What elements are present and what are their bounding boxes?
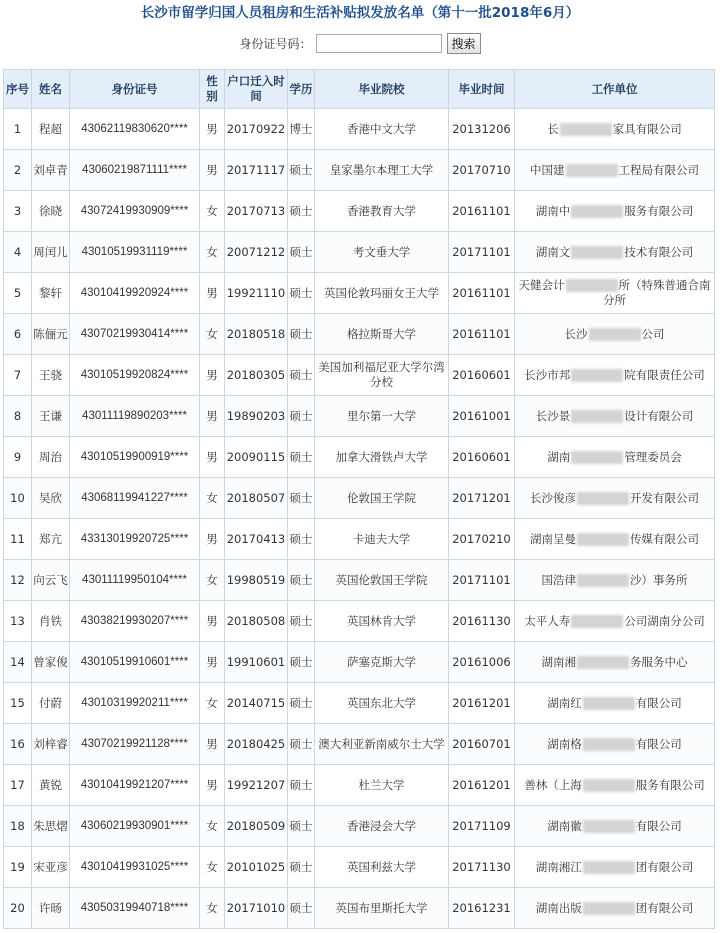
- cell-id: 43010519931119****: [70, 232, 200, 273]
- id-number-input[interactable]: [316, 34, 442, 53]
- cell-no: 17: [4, 765, 32, 806]
- unit-visible-start: 长: [547, 121, 559, 136]
- cell-gender: 男: [200, 765, 225, 806]
- cell-gender: 男: [200, 519, 225, 560]
- cell-no: 7: [4, 355, 32, 396]
- table-row: [4, 232, 715, 273]
- cell-school: 英国伦敦玛丽女王大学: [315, 273, 449, 314]
- cell-name: 朱思熠: [32, 806, 70, 847]
- cell-gender: 男: [200, 150, 225, 191]
- cell-no: 5: [4, 273, 32, 314]
- cell-school: 卡迪夫大学: [315, 519, 449, 560]
- cell-grad: 20161101: [449, 314, 515, 355]
- unit-visible-end: 有限公司: [635, 695, 682, 710]
- unit-visible-end: 传媒有限公司: [630, 531, 699, 546]
- cell-date: 19921207: [225, 765, 288, 806]
- cell-school: 考文垂大学: [315, 232, 449, 273]
- cell-degree: 硕士: [288, 355, 315, 396]
- unit-visible-start: 湖南: [547, 449, 571, 464]
- cell-no: 19: [4, 847, 32, 888]
- cell-id: 43070219921128****: [70, 724, 200, 765]
- cell-degree: 硕士: [288, 273, 315, 314]
- cell-unit: [515, 765, 715, 806]
- results-table: [3, 69, 715, 929]
- table-row: [4, 642, 715, 683]
- col-header-no: 序号: [4, 70, 32, 109]
- cell-date: 20180507: [225, 478, 288, 519]
- cell-school: 萨塞克斯大学: [315, 642, 449, 683]
- cell-degree: 硕士: [288, 437, 315, 478]
- unit-visible-end: 设计有限公司: [624, 408, 694, 423]
- cell-gender: 男: [200, 642, 225, 683]
- cell-gender: 女: [200, 847, 225, 888]
- table-row: [4, 724, 715, 765]
- cell-id: 43038219930207****: [70, 601, 200, 642]
- cell-degree: 硕士: [288, 232, 315, 273]
- cell-date: 20140715: [225, 683, 288, 724]
- cell-name: 曾家俊: [32, 642, 70, 683]
- cell-school: 格拉斯哥大学: [315, 314, 449, 355]
- unit-visible-start: 太平人寿: [524, 613, 571, 628]
- unit-visible-start: 湖南徽: [547, 818, 582, 833]
- redaction-blur: [571, 369, 623, 382]
- redaction-blur: [577, 656, 629, 669]
- unit-visible-end: 工程局有限公司: [618, 162, 699, 177]
- cell-date: 20180425: [225, 724, 288, 765]
- cell-no: 14: [4, 642, 32, 683]
- unit-visible-start: 湖南呈曼: [530, 531, 576, 546]
- cell-name: 肖铁: [32, 601, 70, 642]
- cell-degree: 硕士: [288, 724, 315, 765]
- table-row: [4, 150, 715, 191]
- redaction-blur: [583, 697, 635, 710]
- cell-id: 43068119941227****: [70, 478, 200, 519]
- cell-date: 19921110: [225, 273, 288, 314]
- unit-visible-start: 长沙景: [535, 408, 571, 423]
- cell-date: 20180518: [225, 314, 288, 355]
- cell-gender: 女: [200, 314, 225, 355]
- cell-degree: 硕士: [288, 191, 315, 232]
- cell-gender: 女: [200, 478, 225, 519]
- table-row: [4, 191, 715, 232]
- table-row: [4, 601, 715, 642]
- cell-school: 伦敦国王学院: [315, 478, 449, 519]
- cell-school: 杜兰大学: [315, 765, 449, 806]
- cell-grad: 20161001: [449, 396, 515, 437]
- cell-name: 许旸: [32, 888, 70, 929]
- cell-date: 20170922: [225, 109, 288, 150]
- cell-name: 付蔚: [32, 683, 70, 724]
- cell-gender: 女: [200, 191, 225, 232]
- cell-id: 43010519920824****: [70, 355, 200, 396]
- table-header-row: [4, 70, 715, 109]
- cell-unit: [515, 724, 715, 765]
- cell-id: 43060219871111****: [70, 150, 200, 191]
- cell-name: 王谦: [32, 396, 70, 437]
- cell-name: 宋亚彦: [32, 847, 70, 888]
- cell-date: 20180305: [225, 355, 288, 396]
- cell-gender: 女: [200, 683, 225, 724]
- col-header-school: 毕业院校: [315, 70, 449, 109]
- cell-grad: 20171201: [449, 478, 515, 519]
- cell-name: 吴欣: [32, 478, 70, 519]
- cell-gender: 男: [200, 601, 225, 642]
- table-row: [4, 806, 715, 847]
- cell-unit: [515, 519, 715, 560]
- unit-visible-start: 湖南红: [547, 695, 582, 710]
- cell-grad: 20161231: [449, 888, 515, 929]
- cell-degree: 硕士: [288, 642, 315, 683]
- cell-date: 20171117: [225, 150, 288, 191]
- cell-name: 程超: [32, 109, 70, 150]
- cell-degree: 硕士: [288, 601, 315, 642]
- unit-visible-end: 团有限公司: [635, 859, 694, 874]
- cell-unit: [515, 560, 715, 601]
- cell-date: 20180508: [225, 601, 288, 642]
- col-header-unit: 工作单位: [515, 70, 715, 109]
- cell-id: 43010419931025****: [70, 847, 200, 888]
- cell-unit: [515, 642, 715, 683]
- redaction-blur: [583, 820, 635, 833]
- cell-degree: 硕士: [288, 683, 315, 724]
- unit-visible-end: 公司湖南分公司: [624, 613, 705, 628]
- search-button[interactable]: 搜索: [447, 33, 481, 54]
- redaction-blur: [577, 492, 629, 505]
- cell-grad: 20171101: [449, 232, 515, 273]
- cell-degree: 硕士: [288, 847, 315, 888]
- unit-visible-start: 中国建: [530, 162, 565, 177]
- cell-date: 20170713: [225, 191, 288, 232]
- cell-no: 2: [4, 150, 32, 191]
- unit-visible-start: 湖南出版: [535, 900, 582, 915]
- cell-grad: 20161101: [449, 273, 515, 314]
- cell-grad: 20171101: [449, 560, 515, 601]
- table-row: [4, 355, 715, 396]
- cell-school: 香港中文大学: [315, 109, 449, 150]
- unit-visible-start: 湖南中: [535, 203, 571, 218]
- cell-name: 徐晓: [32, 191, 70, 232]
- cell-gender: 女: [200, 806, 225, 847]
- col-header-grad: 毕业时间: [449, 70, 515, 109]
- cell-grad: 20171130: [449, 847, 515, 888]
- cell-name: 陈俪元: [32, 314, 70, 355]
- cell-name: 周闰儿: [32, 232, 70, 273]
- redaction-blur: [571, 246, 623, 259]
- col-header-id: 身份证号: [70, 70, 200, 109]
- cell-date: 20090115: [225, 437, 288, 478]
- cell-name: 向云飞: [32, 560, 70, 601]
- col-header-date: 户口迁入时间: [225, 70, 288, 109]
- unit-visible-end: 公司: [641, 326, 665, 341]
- redaction-blur: [589, 328, 641, 341]
- unit-visible-start: 湖南湘江: [535, 859, 582, 874]
- cell-date: 19910601: [225, 642, 288, 683]
- cell-id: 43010419921207****: [70, 765, 200, 806]
- cell-degree: 硕士: [288, 314, 315, 355]
- table-row: [4, 437, 715, 478]
- unit-visible-start: 湖南湘: [541, 654, 576, 669]
- cell-no: 12: [4, 560, 32, 601]
- cell-name: 周治: [32, 437, 70, 478]
- cell-school: 英国东北大学: [315, 683, 449, 724]
- cell-grad: 20160601: [449, 437, 515, 478]
- search-bar: [0, 28, 720, 58]
- redaction-blur: [566, 164, 618, 177]
- table-row: [4, 396, 715, 437]
- cell-unit: [515, 396, 715, 437]
- cell-no: 16: [4, 724, 32, 765]
- unit-visible-start: 长沙俊彦: [530, 490, 576, 505]
- cell-unit: [515, 601, 715, 642]
- cell-no: 4: [4, 232, 32, 273]
- col-header-gender: 性别: [200, 70, 225, 109]
- cell-degree: 硕士: [288, 519, 315, 560]
- cell-name: 王骁: [32, 355, 70, 396]
- cell-school: 香港教育大学: [315, 191, 449, 232]
- table-row: [4, 847, 715, 888]
- col-header-name: 姓名: [32, 70, 70, 109]
- unit-visible-start: 国浩律: [541, 572, 576, 587]
- cell-grad: 20170210: [449, 519, 515, 560]
- unit-visible-end: 家具有限公司: [612, 121, 682, 136]
- cell-degree: 博士: [288, 109, 315, 150]
- table-row: [4, 273, 715, 314]
- cell-degree: 硕士: [288, 150, 315, 191]
- redaction-blur: [583, 902, 635, 915]
- unit-visible-end: 务服务中心: [630, 654, 688, 669]
- search-label: 身份证号码：: [239, 36, 312, 51]
- cell-gender: 女: [200, 888, 225, 929]
- cell-unit: [515, 683, 715, 724]
- cell-id: 43011119890203****: [70, 396, 200, 437]
- cell-grad: 20171109: [449, 806, 515, 847]
- cell-name: 黄锐: [32, 765, 70, 806]
- cell-degree: 硕士: [288, 888, 315, 929]
- cell-id: 43313019920725****: [70, 519, 200, 560]
- cell-school: 皇家墨尔本理工大学: [315, 150, 449, 191]
- cell-id: 43050319940718****: [70, 888, 200, 929]
- cell-grad: 20160701: [449, 724, 515, 765]
- cell-no: 15: [4, 683, 32, 724]
- cell-name: 刘梓睿: [32, 724, 70, 765]
- unit-visible-end: 管理委员会: [624, 449, 682, 464]
- cell-date: 20180509: [225, 806, 288, 847]
- cell-no: 9: [4, 437, 32, 478]
- redaction-blur: [560, 123, 612, 136]
- unit-visible-end: 服务有限公司: [635, 777, 705, 792]
- cell-gender: 男: [200, 109, 225, 150]
- col-header-degree: 学历: [288, 70, 315, 109]
- unit-visible-start: 善林（上海: [524, 777, 582, 792]
- cell-unit: [515, 847, 715, 888]
- redaction-blur: [583, 779, 635, 792]
- unit-visible-end: 开发有限公司: [630, 490, 699, 505]
- unit-visible-end: 所（特殊普通合南分所: [603, 278, 711, 307]
- cell-no: 1: [4, 109, 32, 150]
- cell-id: 43010319920211****: [70, 683, 200, 724]
- cell-id: 43010419920924****: [70, 273, 200, 314]
- table-row: [4, 560, 715, 601]
- cell-id: 43072419930909****: [70, 191, 200, 232]
- unit-visible-end: 有限公司: [635, 818, 682, 833]
- redaction-blur: [577, 533, 629, 546]
- cell-unit: [515, 191, 715, 232]
- cell-no: 10: [4, 478, 32, 519]
- cell-unit: [515, 109, 715, 150]
- cell-name: 郑亢: [32, 519, 70, 560]
- unit-visible-end: 服务有限公司: [624, 203, 694, 218]
- page-title: 长沙市留学归国人员租房和生活补贴拟发放名单（第十一批2018年6月）: [140, 5, 580, 21]
- cell-gender: 男: [200, 437, 225, 478]
- table-row: [4, 109, 715, 150]
- cell-grad: 20161006: [449, 642, 515, 683]
- cell-id: 43010519900919****: [70, 437, 200, 478]
- cell-school: 英国伦敦国王学院: [315, 560, 449, 601]
- table-row: [4, 478, 715, 519]
- cell-id: 43060219930901****: [70, 806, 200, 847]
- cell-degree: 硕士: [288, 560, 315, 601]
- cell-id: 43011119950104****: [70, 560, 200, 601]
- cell-no: 11: [4, 519, 32, 560]
- cell-unit: [515, 888, 715, 929]
- cell-unit: [515, 150, 715, 191]
- cell-grad: 20161201: [449, 683, 515, 724]
- cell-school: 美国加利福尼亚大学尔湾分校: [315, 355, 449, 396]
- cell-date: 20170413: [225, 519, 288, 560]
- cell-degree: 硕士: [288, 478, 315, 519]
- redaction-blur: [566, 279, 618, 292]
- cell-gender: 男: [200, 355, 225, 396]
- table-row: [4, 519, 715, 560]
- redaction-blur: [583, 861, 635, 874]
- unit-visible-start: 湖南格: [547, 736, 582, 751]
- cell-unit: [515, 806, 715, 847]
- redaction-blur: [577, 574, 629, 587]
- cell-grad: 20170710: [449, 150, 515, 191]
- unit-visible-end: 技术有限公司: [624, 244, 694, 259]
- cell-unit: [515, 314, 715, 355]
- cell-no: 8: [4, 396, 32, 437]
- cell-unit: [515, 478, 715, 519]
- redaction-blur: [571, 410, 623, 423]
- cell-gender: 男: [200, 724, 225, 765]
- cell-id: 43070219930414****: [70, 314, 200, 355]
- cell-school: 澳大利亚新南威尔士大学: [315, 724, 449, 765]
- cell-unit: [515, 355, 715, 396]
- cell-gender: 女: [200, 232, 225, 273]
- cell-school: 里尔第一大学: [315, 396, 449, 437]
- cell-grad: 20161130: [449, 601, 515, 642]
- cell-gender: 男: [200, 273, 225, 314]
- cell-no: 3: [4, 191, 32, 232]
- redaction-blur: [571, 615, 623, 628]
- cell-degree: 硕士: [288, 396, 315, 437]
- cell-date: 20071212: [225, 232, 288, 273]
- redaction-blur: [571, 451, 623, 464]
- redaction-blur: [583, 738, 635, 751]
- cell-id: 43062119830620****: [70, 109, 200, 150]
- unit-visible-end: 团有限公司: [635, 900, 694, 915]
- cell-name: 黎轩: [32, 273, 70, 314]
- cell-grad: 20160601: [449, 355, 515, 396]
- unit-visible-start: 天健会计: [518, 278, 565, 292]
- unit-visible-end: 有限公司: [635, 736, 682, 751]
- cell-school: 英国布里斯托大学: [315, 888, 449, 929]
- cell-no: 18: [4, 806, 32, 847]
- cell-no: 6: [4, 314, 32, 355]
- cell-school: 英国林肯大学: [315, 601, 449, 642]
- cell-gender: 女: [200, 560, 225, 601]
- cell-school: 英国利兹大学: [315, 847, 449, 888]
- cell-degree: 硕士: [288, 806, 315, 847]
- table-row: [4, 683, 715, 724]
- unit-visible-start: 长沙: [564, 326, 588, 341]
- cell-no: 13: [4, 601, 32, 642]
- unit-visible-end: 沙）事务所: [630, 572, 688, 587]
- cell-grad: 20131206: [449, 109, 515, 150]
- unit-visible-start: 长沙市邦: [524, 367, 571, 382]
- cell-unit: [515, 232, 715, 273]
- cell-unit: [515, 273, 715, 314]
- cell-id: 43010519910601****: [70, 642, 200, 683]
- table-row: [4, 888, 715, 929]
- cell-school: 加拿大滑铁卢大学: [315, 437, 449, 478]
- table-row: [4, 765, 715, 806]
- cell-date: 20101025: [225, 847, 288, 888]
- cell-date: 19890203: [225, 396, 288, 437]
- cell-unit: [515, 437, 715, 478]
- cell-date: 19980519: [225, 560, 288, 601]
- cell-school: 香港浸会大学: [315, 806, 449, 847]
- redaction-blur: [571, 205, 623, 218]
- cell-grad: 20161201: [449, 765, 515, 806]
- cell-grad: 20161101: [449, 191, 515, 232]
- table-row: [4, 314, 715, 355]
- cell-name: 刘卓青: [32, 150, 70, 191]
- cell-gender: 男: [200, 396, 225, 437]
- unit-visible-end: 院有限责任公司: [624, 367, 705, 382]
- cell-date: 20171010: [225, 888, 288, 929]
- cell-degree: 硕士: [288, 765, 315, 806]
- unit-visible-start: 湖南文: [535, 244, 571, 259]
- cell-no: 20: [4, 888, 32, 929]
